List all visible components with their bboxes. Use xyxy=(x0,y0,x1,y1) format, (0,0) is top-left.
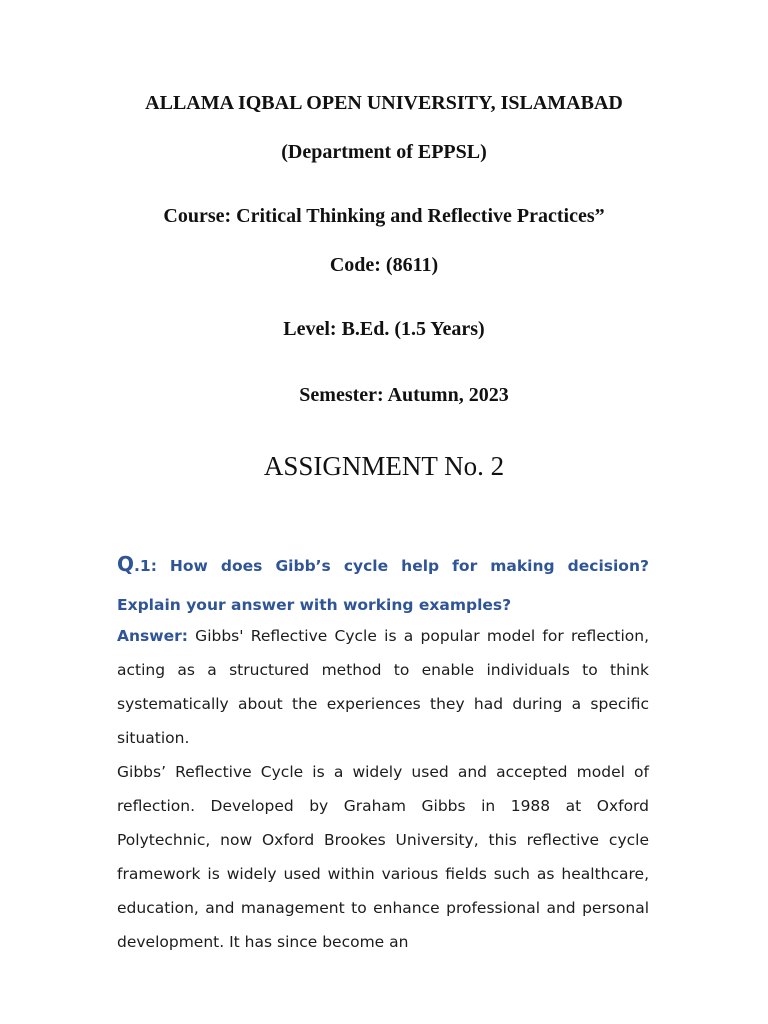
answer-block xyxy=(117,619,649,959)
answer-paragraph-1 xyxy=(117,619,649,755)
question-text: .1: How does Gibb’s cycle help for making decision? Explain your answer with working examples? xyxy=(117,557,649,614)
semester-line: Semester: Autumn, 2023 xyxy=(299,384,509,406)
course-line: Course: Critical Thinking and Reflective Practices” xyxy=(163,205,605,227)
university-title: ALLAMA IQBAL OPEN UNIVERSITY, ISLAMABAD xyxy=(145,92,623,114)
question-block xyxy=(117,545,649,624)
department-line: (Department of EPPSL) xyxy=(281,141,487,163)
answer-text-1: Gibbs' Reflective Cycle is a popular model for reflection, acting as a structured method to enable individuals to think systematically about the experiences they had during a specific situation. xyxy=(117,627,649,747)
assignment-heading: ASSIGNMENT No. 2 xyxy=(263,451,505,481)
answer-paragraph-2: Gibbs’ Reflective Cycle is a widely used and accepted model of reflection. Developed by Graham Gibbs in 1988 at Oxford Polytechnic, now Oxford Brookes University, this reflective cycle framework is widely used within various fields such as healthcare, education, and management to enhance professional and personal development. It has since become an xyxy=(117,763,649,951)
question-prefix: Q xyxy=(117,552,135,576)
answer-label: Answer: xyxy=(117,627,188,645)
course-code-line: Code: (8611) xyxy=(329,254,439,276)
level-line: Level: B.Ed. (1.5 Years) xyxy=(283,318,485,340)
